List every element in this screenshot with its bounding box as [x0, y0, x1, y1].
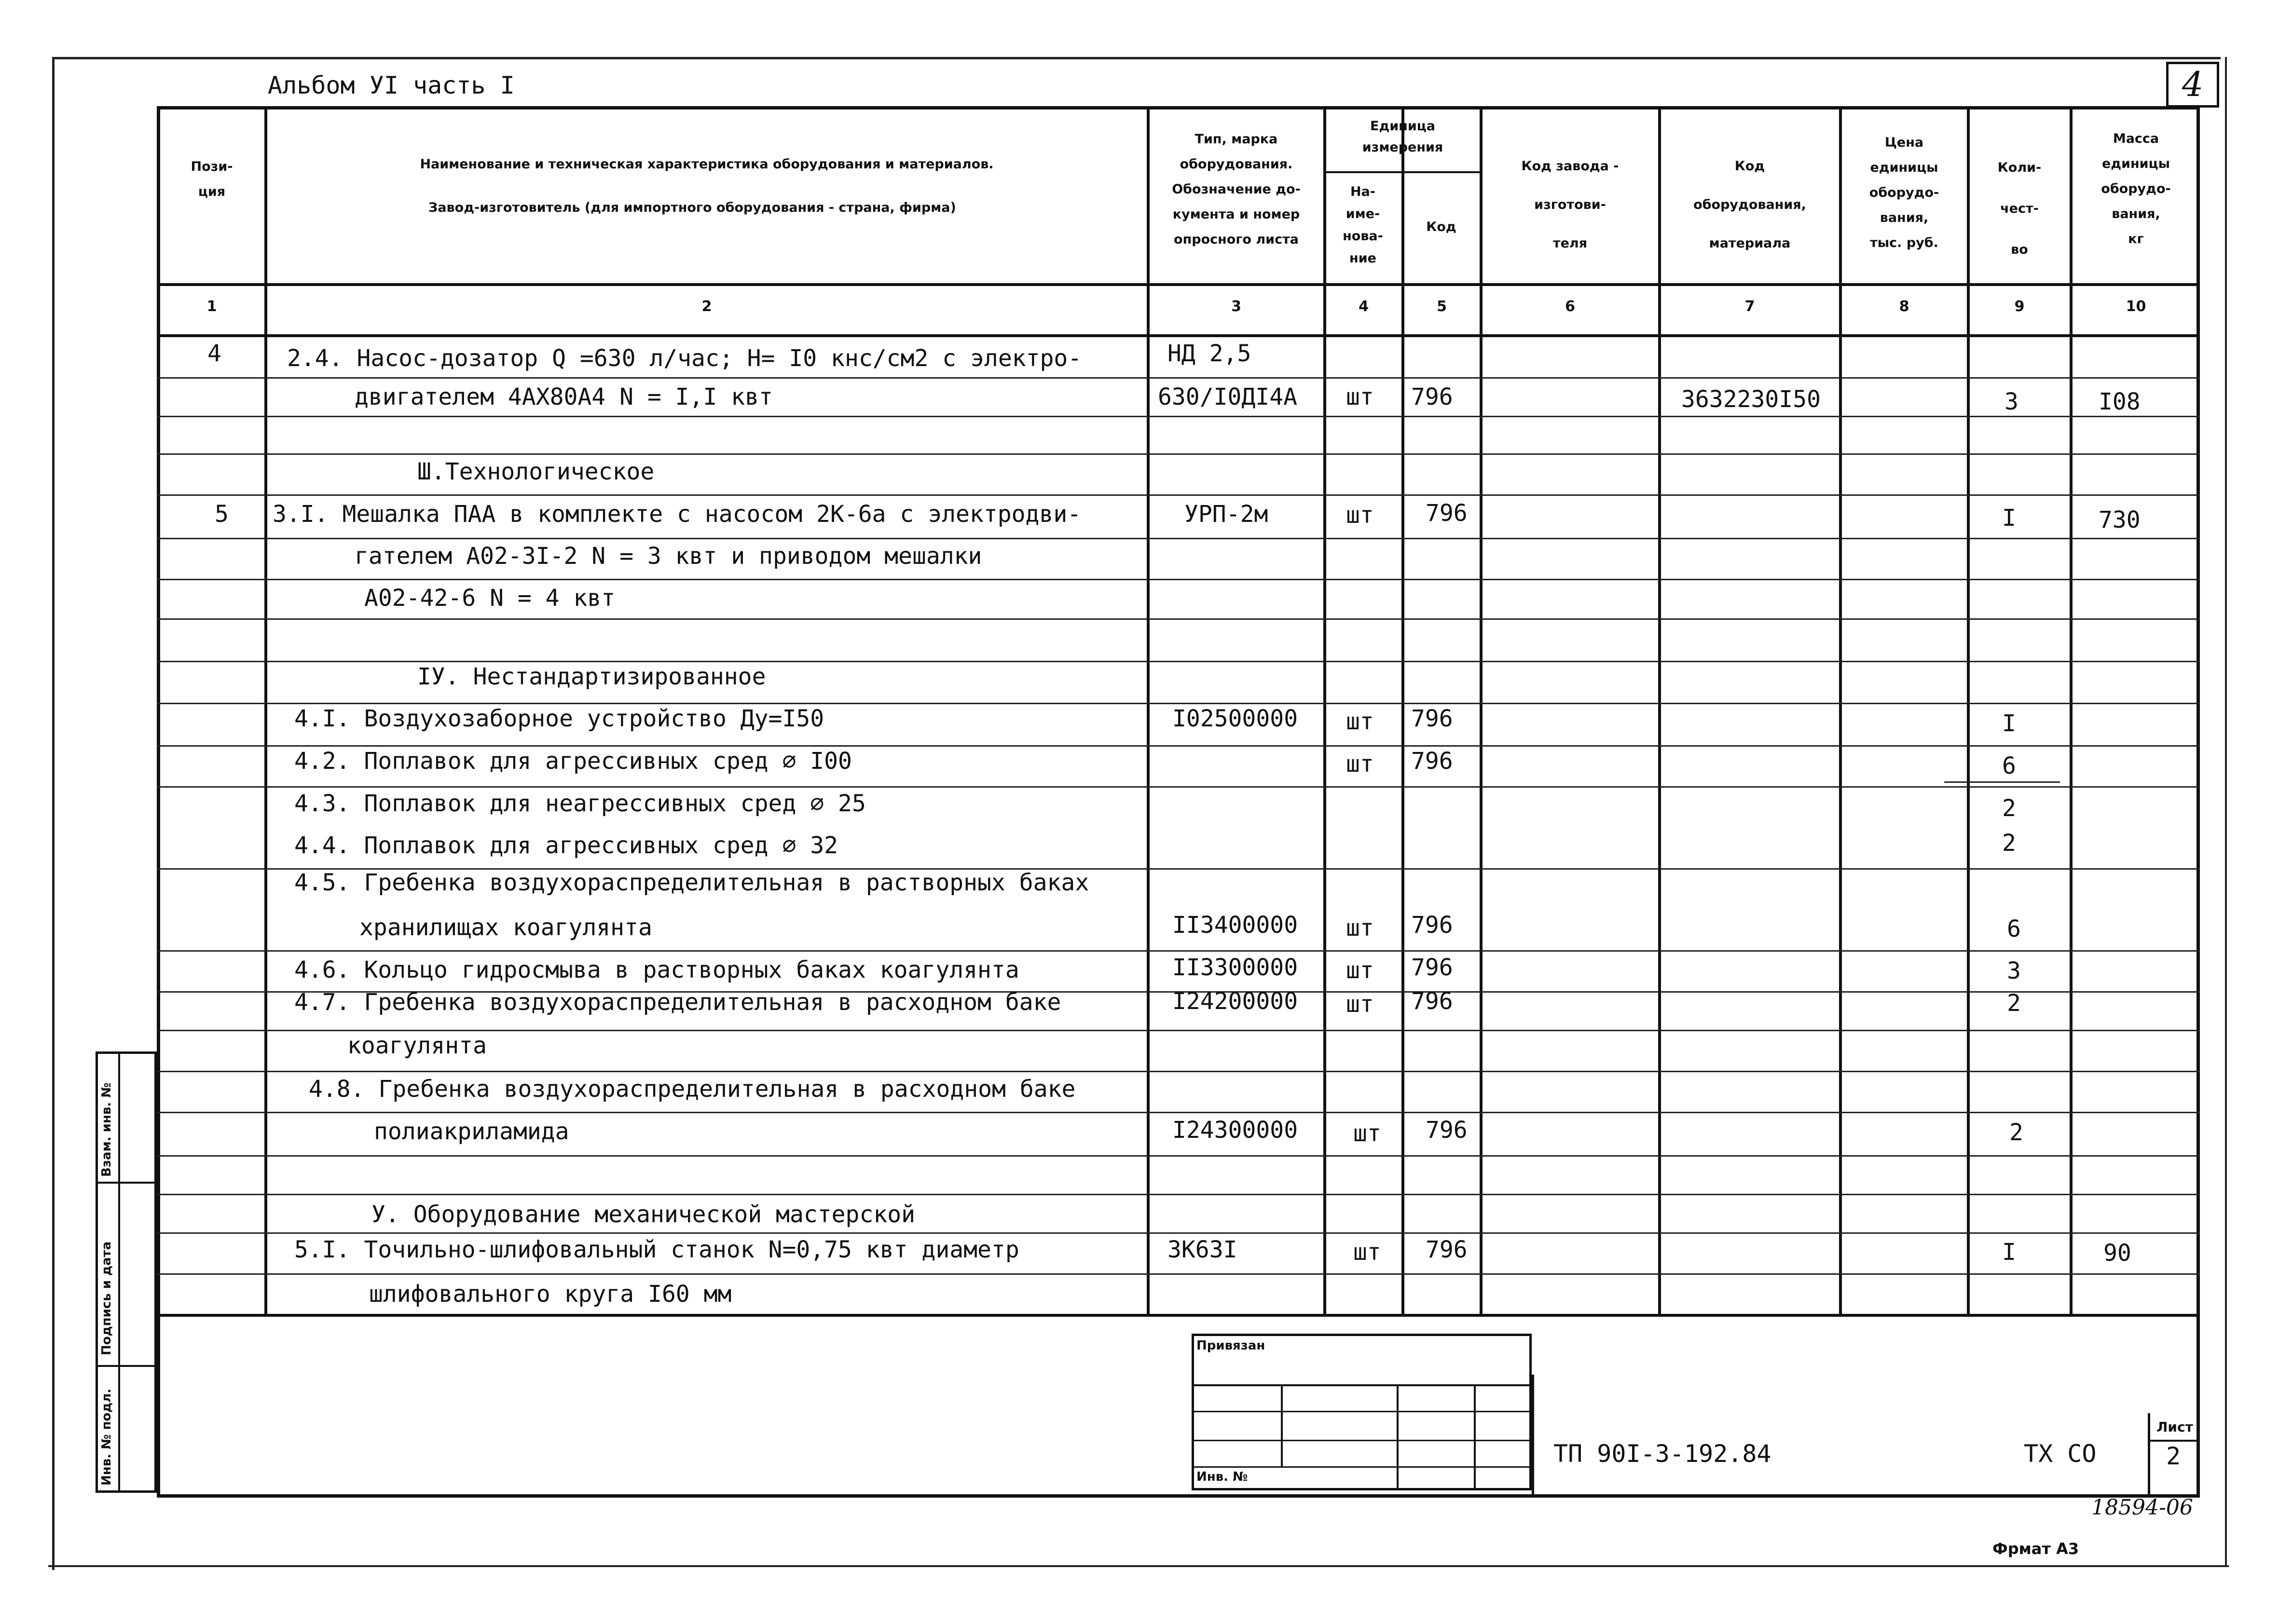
side-block-vline	[118, 1051, 120, 1493]
side-block-hline	[96, 1182, 157, 1184]
colnum-7: 7	[1744, 298, 1755, 315]
col-line-7	[1839, 106, 1842, 1315]
sheet-number: 2	[2166, 1442, 2181, 1470]
row-position: 4	[207, 340, 221, 367]
row-line	[157, 745, 2200, 747]
row-type: II3400000	[1172, 912, 1298, 939]
format-label: Фрмат А3	[1992, 1540, 2079, 1558]
col-line-5	[1480, 106, 1483, 1315]
row-unit-code: 796	[1411, 705, 1453, 732]
row-name: 4.8. Гребенка воздухораспределительная в расходном баке	[309, 1076, 1076, 1103]
row-line	[157, 416, 2200, 417]
row-quantity: 6	[2007, 915, 2021, 942]
row-name: 4.4. Поплавок для агрессивных сред ∅ 32	[294, 832, 838, 859]
row-quantity: 2	[2002, 795, 2016, 822]
binding-stamp-line	[1192, 1440, 1532, 1441]
row-name: 4.5. Гребенка воздухораспределительная в растворных баках	[294, 869, 1089, 896]
header-bottom-line	[157, 283, 2200, 286]
album-label: Альбом УI часть I	[268, 71, 515, 99]
colnum-6: 6	[1565, 298, 1575, 315]
row-line	[157, 1155, 2200, 1157]
row-quantity: I	[2002, 710, 2016, 737]
colnum-4: 4	[1359, 298, 1369, 315]
row-unit: шт	[1346, 957, 1374, 984]
row-type: НД 2,5	[1167, 340, 1251, 367]
row-mass: 730	[2099, 506, 2141, 533]
row-quantity: 2	[2007, 990, 2021, 1017]
row-name: 3.I. Мешалка ПАА в комплекте с насосом 2К-6а с электродви-	[273, 501, 1082, 528]
row-line	[157, 703, 2200, 704]
row-quantity: 2	[2002, 830, 2016, 857]
colnum-5: 5	[1437, 298, 1447, 315]
row-line	[157, 494, 2200, 496]
qty-underline	[1944, 781, 2060, 783]
row-line	[157, 377, 2200, 379]
row-position: 5	[215, 501, 229, 528]
row-type: I24200000	[1172, 988, 1298, 1015]
row-line	[157, 538, 2200, 539]
row-unit: шт	[1353, 1120, 1381, 1147]
row-line	[157, 1273, 2200, 1275]
row-quantity: 3	[2004, 388, 2018, 415]
row-name: шлифовального круга I60 мм	[369, 1281, 732, 1308]
table-body-bottom	[157, 1314, 2200, 1317]
row-name: 5.I. Точильно-шлифовальный станок N=0,75 квт диаметр	[294, 1236, 1019, 1263]
row-unit: шт	[1353, 1239, 1381, 1266]
col-line-2	[1147, 106, 1150, 1315]
row-unit-code: 796	[1411, 748, 1453, 775]
sheet-label: Лист	[2156, 1419, 2193, 1435]
header-type: Тип, марка оборудования. Обозначение до- кумента и номер опросного листа	[1172, 132, 1301, 247]
sheet-bottom-line	[48, 1565, 2229, 1567]
row-unit-code: 796	[1426, 1236, 1468, 1263]
handwritten-reference: 18594-06	[2091, 1495, 2193, 1520]
row-unit-code: 796	[1426, 1117, 1468, 1144]
section-title: Ш.Технологическое	[417, 458, 655, 485]
col-line-4	[1401, 106, 1404, 1315]
row-unit: шт	[1346, 991, 1374, 1018]
col-line-6	[1658, 106, 1661, 1315]
row-mass: I08	[2099, 388, 2141, 415]
row-quantity: 6	[2002, 752, 2016, 779]
col-line-8	[1967, 106, 1970, 1315]
binding-stamp-vline	[1474, 1384, 1476, 1490]
row-unit-code: 796	[1411, 912, 1453, 939]
row-unit: шт	[1346, 751, 1374, 778]
row-line	[157, 1030, 2200, 1031]
colnum-8: 8	[1899, 298, 1909, 315]
header-name-line2: Завод-изготовитель (для импортного оборудования - страна, фирма)	[428, 200, 956, 215]
binding-stamp-title: Привязан	[1196, 1338, 1265, 1353]
row-line	[157, 1071, 2200, 1072]
header-unit-group: Единица измерения	[1362, 119, 1443, 155]
row-name: 4.2. Поплавок для агрессивных сред ∅ I00	[294, 748, 852, 775]
row-type: I02500000	[1172, 705, 1298, 732]
row-line	[157, 786, 2200, 788]
header-price: Цена единицы оборудо- вания, тыс. руб.	[1869, 135, 1939, 250]
row-line	[157, 579, 2200, 580]
col-line-1	[264, 106, 267, 1315]
binding-stamp-vline	[1281, 1384, 1283, 1466]
header-unit-name: На- име- нова- ние	[1343, 184, 1383, 266]
colnum-bottom-line	[157, 334, 2200, 337]
header-factory-code: Код завода - изготови- теля	[1521, 159, 1619, 251]
header-equipment-code: Код оборудования, материала	[1693, 159, 1806, 251]
section-title: У. Оборудование механической мастерской	[371, 1201, 916, 1228]
row-line	[157, 1112, 2200, 1113]
row-name: хранилищах коагулянта	[359, 914, 652, 941]
sheet-number-divider	[2148, 1440, 2200, 1442]
row-quantity: I	[2002, 1239, 2016, 1266]
row-mass: 90	[2103, 1240, 2131, 1267]
row-unit-code: 796	[1426, 500, 1468, 527]
col-line-3	[1323, 106, 1326, 1315]
colnum-3: 3	[1231, 298, 1241, 315]
header-quantity: Коли- чест- во	[1997, 160, 2042, 257]
row-quantity: 3	[2007, 957, 2021, 984]
sheet-right-line	[2225, 57, 2227, 1567]
binding-stamp-vline	[1397, 1384, 1399, 1490]
row-unit: шт	[1346, 914, 1374, 942]
corner-sheet-box: 4	[2166, 62, 2219, 108]
binding-stamp-line	[1192, 1384, 1532, 1386]
unit-header-split	[1323, 171, 1480, 173]
row-line	[157, 950, 2200, 952]
header-mass: Масса единицы оборудо- вания, кг	[2101, 131, 2171, 246]
row-name: гателем А02-3I-2 N = 3 квт и приводом мешалки	[355, 543, 982, 570]
row-quantity: 2	[2009, 1119, 2023, 1146]
row-type: 3К63I	[1167, 1236, 1237, 1263]
row-name: 4.3. Поплавок для неагрессивных сред ∅ 25	[294, 790, 866, 817]
inventory-number-label: Инв. №	[1196, 1470, 1248, 1484]
document-section: ТХ СО	[2024, 1440, 2097, 1468]
row-name: 4.6. Кольцо гидросмыва в растворных баках коагулянта	[294, 956, 1019, 983]
header-name-line1: Наименование и техническая характеристика оборудования и материалов.	[420, 157, 994, 172]
row-line	[157, 618, 2200, 620]
row-unit-code: 796	[1411, 954, 1453, 981]
row-unit: шт	[1346, 708, 1374, 735]
side-label-sign-date: Подпись и дата	[99, 1241, 114, 1355]
colnum-10: 10	[2126, 298, 2146, 315]
row-type: УРП-2м	[1184, 501, 1268, 528]
side-label-inv-orig: Инв. № подл.	[99, 1388, 114, 1486]
row-line	[157, 453, 2200, 455]
row-type: 630/I0ДI4А	[1158, 383, 1297, 410]
row-name: 2.4. Насос-дозатор Q =630 л/час; Н= I0 кнс/см2 с электро-	[287, 345, 1082, 372]
colnum-2: 2	[701, 298, 712, 315]
side-block-hline	[96, 1365, 157, 1367]
header-position: Пози- ция	[191, 159, 233, 199]
row-name: коагулянта	[347, 1032, 487, 1059]
title-block-divider	[1532, 1375, 1534, 1495]
section-title: IУ. Нестандартизированное	[417, 663, 766, 690]
row-name: полиакриламида	[374, 1118, 569, 1145]
row-line	[157, 1194, 2200, 1195]
row-unit: шт	[1346, 383, 1374, 410]
row-name: 4.7. Гребенка воздухораспределительная в расходном баке	[294, 989, 1061, 1016]
row-unit-code: 796	[1411, 988, 1453, 1015]
col-line-9	[2070, 106, 2073, 1315]
binding-stamp-line	[1192, 1411, 1532, 1412]
row-quantity: I	[2002, 505, 2016, 532]
row-type: I24300000	[1172, 1117, 1298, 1144]
row-unit-code: 796	[1411, 383, 1453, 410]
document-designation: ТП 90I-3-192.84	[1553, 1440, 1771, 1468]
row-name: А02-42-6 N = 4 квт	[364, 585, 616, 612]
colnum-9: 9	[2014, 298, 2025, 315]
row-name: 4.I. Воздухозаборное устройство Ду=I50	[294, 705, 824, 732]
header-unit-code: Код	[1426, 219, 1456, 234]
row-equipment-code: 3632230I50	[1681, 386, 1821, 413]
row-line	[157, 661, 2200, 662]
row-unit: шт	[1346, 502, 1374, 529]
colnum-1: 1	[206, 298, 217, 315]
row-line	[157, 1232, 2200, 1234]
row-name: двигателем 4АХ80А4 N = I,I квт	[355, 383, 773, 410]
side-label-vzam-inv: Взам. инв. №	[99, 1082, 114, 1177]
row-type: II3300000	[1172, 954, 1298, 981]
